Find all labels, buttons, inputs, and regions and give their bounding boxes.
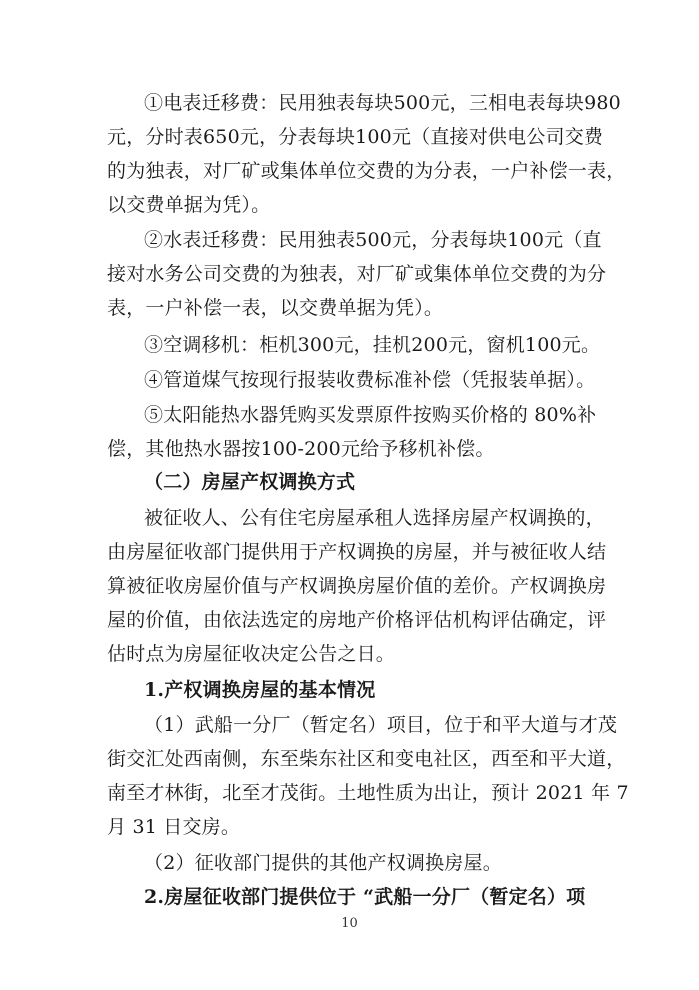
paragraph-line: 偿，其他热水器按100-200元给予移机补偿。 xyxy=(107,438,495,460)
paragraph-line: 元，分时表650元，分表每块100元（直接对供电公司交费 xyxy=(107,126,604,148)
paragraph-line: 街交汇处西南侧，东至柴东社区和变电社区，西至和平大道， xyxy=(107,748,626,770)
paragraph-line: 被征收人、公有住宅房屋承租人选择房屋产权调换的， xyxy=(144,507,605,529)
paragraph-line: ④管道煤气按现行报装收费标准补偿（凭报装单据）。 xyxy=(144,369,596,391)
paragraph-line: 由房屋征收部门提供用于产权调换的房屋，并与被征收人结 xyxy=(107,541,607,563)
subsection-heading: 1.产权调换房屋的基本情况 xyxy=(144,679,376,701)
paragraph-line: 南至才林街，北至才茂街。土地性质为出让，预计 2021 年 7 xyxy=(107,782,629,804)
section-heading: （二）房屋产权调换方式 xyxy=(144,471,356,493)
page-number: 10 xyxy=(341,916,358,931)
subsection-heading: 2.房屋征收部门提供位于 “武船一分厂（暂定名）项 xyxy=(144,886,586,908)
paragraph-line: 月 31 日交房。 xyxy=(107,816,241,838)
paragraph-line: 表，一户补偿一表，以交费单据为凭）。 xyxy=(107,297,444,319)
paragraph-line: 以交费单据为凭）。 xyxy=(107,194,271,216)
paragraph-line: （1）武船一分厂（暂定名）项目，位于和平大道与才茂 xyxy=(144,714,618,736)
paragraph-line: ③空调移机：柜机300元，挂机200元，窗机100元。 xyxy=(144,334,601,356)
paragraph-line: 估时点为房屋征收决定公告之日。 xyxy=(107,643,396,665)
paragraph-line: 的为独表，对厂矿或集体单位交费的为分表，一户补偿一表， xyxy=(107,160,626,182)
paragraph-line: ⑤太阳能热水器凭购买发票原件按购买价格的 80%补 xyxy=(144,404,597,426)
paragraph-line: 屋的价值，由依法选定的房地产价格评估机构评估确定，评 xyxy=(107,609,607,631)
paragraph-line: （2）征收部门提供的其他产权调换房屋。 xyxy=(144,852,502,874)
paragraph-line: ②水表迁移费：民用独表500元，分表每块100元（直 xyxy=(144,229,602,251)
paragraph-line: ①电表迁移费：民用独表每块500元，三相电表每块980 xyxy=(144,92,621,114)
paragraph-line: 算被征收房屋价值与产权调换房屋价值的差价。产权调换房 xyxy=(107,575,607,597)
paragraph-line: 接对水务公司交费的为独表，对厂矿或集体单位交费的为分 xyxy=(107,263,607,285)
